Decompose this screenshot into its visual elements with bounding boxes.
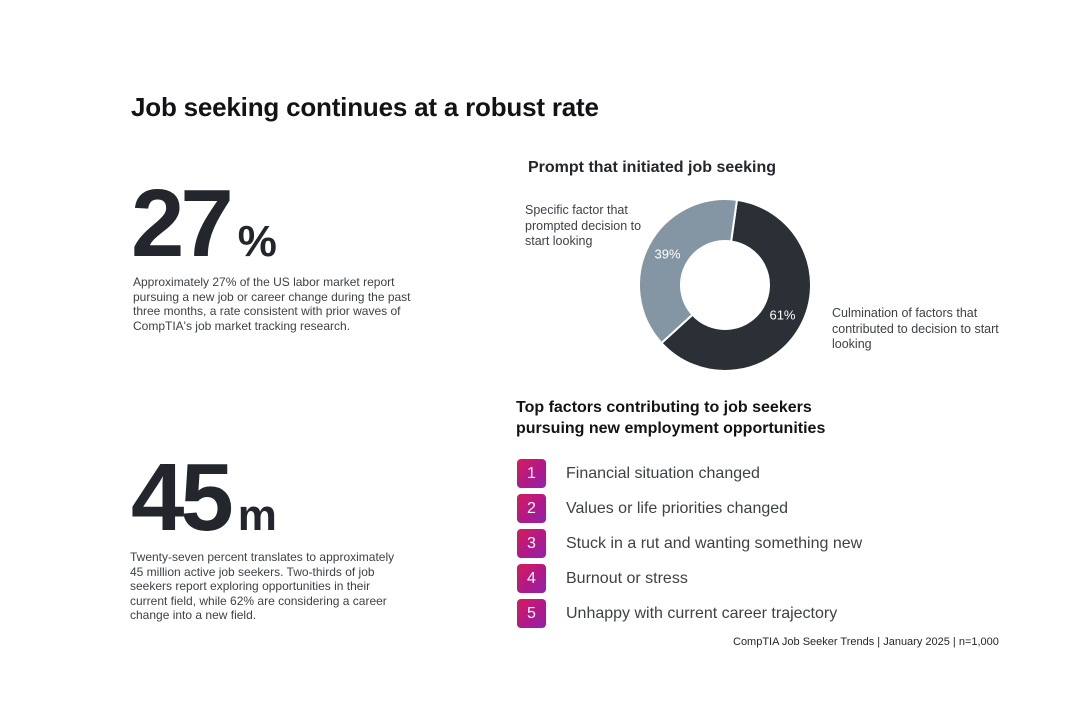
stat-unit: m xyxy=(237,491,277,540)
stat-value: 45 xyxy=(131,444,230,551)
factors-list xyxy=(517,456,862,631)
page-title: Job seeking continues at a robust rate xyxy=(131,92,599,122)
list-item xyxy=(517,596,862,631)
stat-45-million xyxy=(131,444,277,551)
donut-category-label: Culmination of factors that contributed to decision to start looking xyxy=(832,306,999,351)
factors-title: Top factors contributing to job seekers pursuing new employment opportunities xyxy=(516,399,826,437)
donut-category-label: Specific factor that prompted decision to start looking xyxy=(525,203,642,248)
rank-badge: 5 xyxy=(517,599,546,628)
list-item xyxy=(517,491,862,526)
stat-description: Twenty-seven percent translates to approximately 45 million active job seekers. Two-thirds of job seekers report exploring opportunities in their current field, while 62% are considering a career change into a new field. xyxy=(130,550,395,622)
donut-value-label: 39% xyxy=(654,246,681,262)
rank-badge: 2 xyxy=(517,494,546,523)
stat-27-percent xyxy=(131,170,277,277)
factor-label: Values or life priorities changed xyxy=(566,499,789,517)
footer-source: CompTIA Job Seeker Trends | January 2025 | n=1,000 xyxy=(733,636,999,648)
factor-label: Stuck in a rut and wanting something new xyxy=(566,534,863,552)
rank-badge: 3 xyxy=(517,529,546,558)
factor-label: Financial situation changed xyxy=(566,464,760,482)
list-item xyxy=(517,561,862,596)
chart-title: Prompt that initiated job seeking xyxy=(528,159,777,176)
stat-unit: % xyxy=(237,217,277,266)
donut-chart xyxy=(630,190,820,380)
stat-value: 27 xyxy=(131,170,230,277)
list-item xyxy=(517,456,862,491)
rank-badge: 1 xyxy=(517,459,546,488)
donut-value-label: 61% xyxy=(769,307,796,323)
factor-label: Unhappy with current career trajectory xyxy=(566,604,838,622)
stat-description: Approximately 27% of the US labor market report pursuing a new job or career change during the past three months, a rate consistent with prior waves of CompTIA's job market tracking research. xyxy=(133,275,411,333)
list-item xyxy=(517,526,862,561)
rank-badge: 4 xyxy=(517,564,546,593)
factor-label: Burnout or stress xyxy=(566,569,688,587)
